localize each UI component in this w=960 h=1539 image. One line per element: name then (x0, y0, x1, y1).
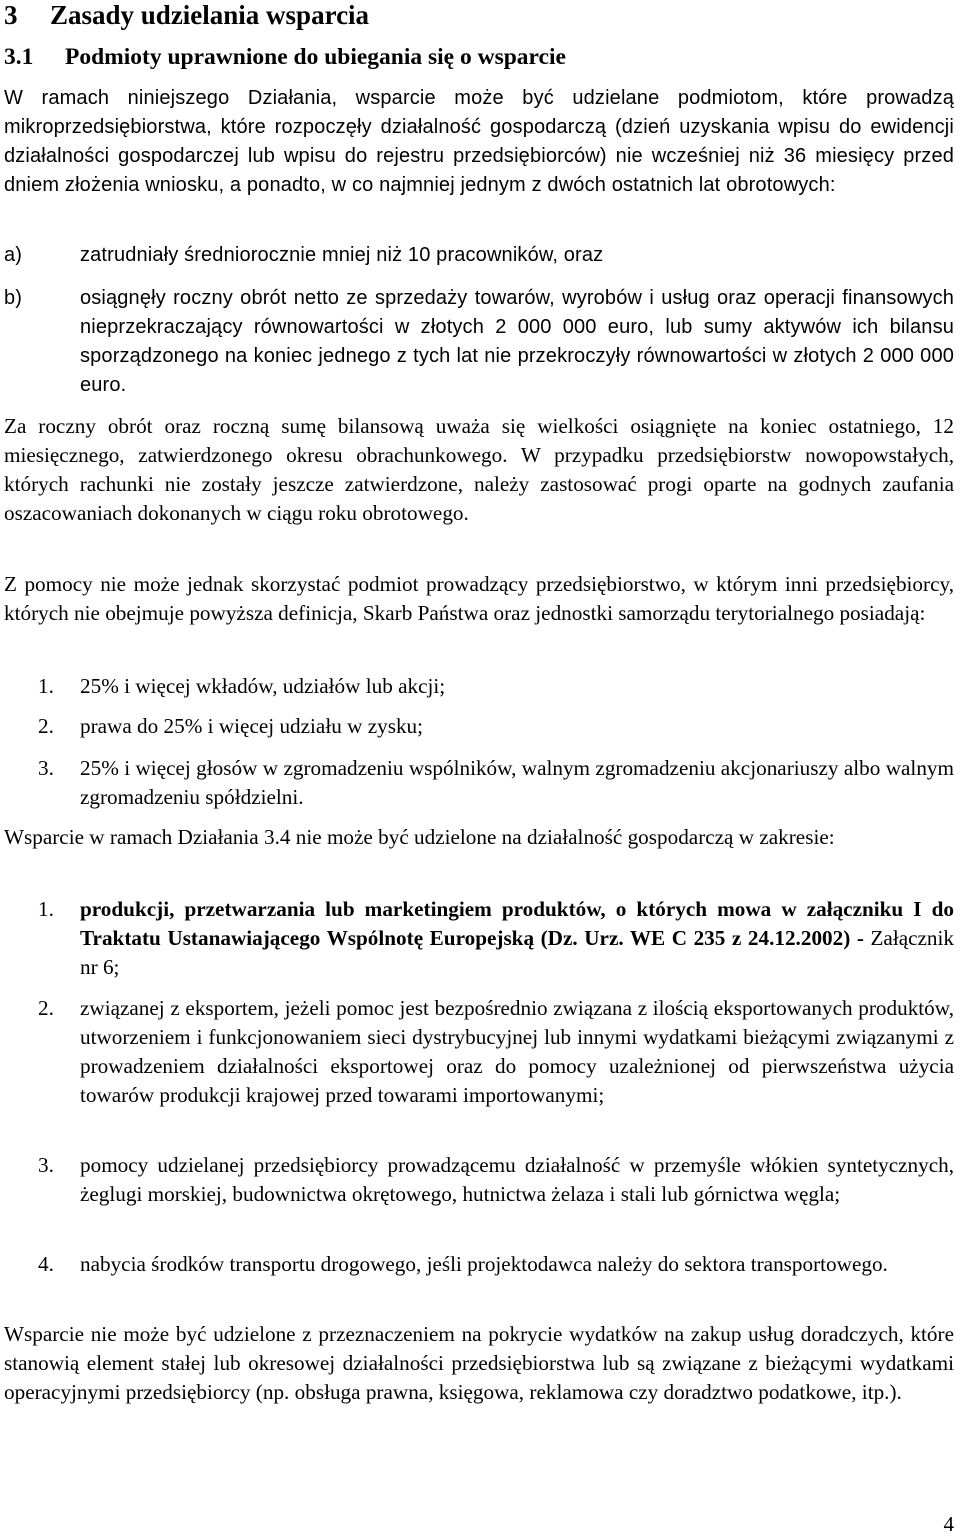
closing-text: Wsparcie nie może być udzielone z przeznaczeniem na pokrycie wydatków na zakup usług doradczych, które stanowią element stałej lub okresowej działalności przedsiębiorstwa lub są związane z bieżącymi wydatkami operacyjnymi przedsiębiorcy (np. obsługa prawna, księgowa, reklamowa czy doradztwo podatkowe, itp.). (4, 1322, 954, 1404)
closing-paragraph (4, 1320, 954, 1407)
scope-item (4, 1151, 954, 1209)
exclusion-item (4, 754, 954, 812)
scope-marker: 3. (38, 1153, 54, 1177)
exclusion-item (4, 712, 954, 741)
scope-item-text: nabycia środków transportu drogowego, jeśli projektodawca należy do sektora transportowego. (80, 1252, 888, 1276)
exclusion-item-text: 25% i więcej wkładów, udziałów lub akcji; (80, 674, 446, 698)
criteria-item (4, 241, 954, 270)
exclusion-marker: 2. (38, 714, 54, 738)
subsection-heading (4, 43, 566, 71)
turnover-paragraph (4, 412, 954, 528)
scope-marker: 4. (38, 1252, 54, 1276)
scope-item-text (80, 895, 954, 982)
scope-marker: 1. (38, 897, 54, 921)
scope-item-text: związanej z eksportem, jeżeli pomoc jest bezpośrednio związana z ilością eksportowanych produktów, utworzeniem i funkcjonowaniem sieci dystrybucyjnej lub innymi wydatkami bieżącymi związanymi z prowadzeniem działalności eksportowej oraz do pomocy uzależnionej od pierwszeństwa użycia towarów produkcji krajowej przed towarami importowanymi; (80, 996, 954, 1107)
criteria-text: zatrudniały średniorocznie mniej niż 10 pracowników, oraz (80, 244, 604, 266)
intro-paragraph (4, 84, 954, 200)
exclusion-marker: 3. (38, 756, 54, 780)
page-number: 4 (943, 1512, 954, 1536)
criteria-text: osiągnęły roczny obrót netto ze sprzedaży towarów, wyrobów i usług oraz operacji finansowych nieprzekraczający równowartości w złotych 2 000 000 euro, lub sumy aktywów ich bilansu sporządzonego na koniec jednego z tych lat nie przekroczyły równowartości w złotych 2 000 000 euro. (80, 287, 954, 396)
scope-item-bold: produkcji, przetwarzania lub marketingiem produktów, o których mowa w załączniku I do Traktatu Ustanawiającego Wspólnotę Europejską (Dz. Urz. WE C 235 z 24.12.2002) - (80, 897, 954, 950)
section-title: Zasady udzielania wsparcia (50, 0, 370, 30)
subsection-title: Podmioty uprawnione do ubiegania się o wsparcie (65, 44, 566, 70)
exclusion-marker: 1. (38, 674, 54, 698)
exclusion-item (4, 672, 954, 701)
scope-item (4, 1250, 954, 1279)
turnover-text: Za roczny obrót oraz roczną sumę bilansową uważa się wielkości osiągnięte na koniec ostatniego, 12 miesięcznego, zatwierdzonego okresu obrachunkowego. W przypadku przedsiębiorstw nowopowstałych, których rachunki nie zostały jeszcze zatwierdzone, należy zastosować progi oparte na godnych zaufania oszacowaniach dokonanych w ciągu roku obrotowego. (4, 414, 954, 525)
section-heading (4, 0, 369, 30)
criteria-marker: a) (4, 244, 23, 266)
intro-text: W ramach niniejszego Działania, wsparcie może być udzielane podmiotom, które prowadzą mikroprzedsiębiorstwa, które rozpoczęły działalność gospodarczą (dzień uzyskania wpisu do ewidencji działalności gospodarczej lub wpisu do rejestru przedsiębiorców) nie wcześniej niż 36 miesięcy przed dniem złożenia wniosku, a ponadto, w co najmniej jednym z dwóch ostatnich lat obrotowych: (4, 87, 954, 196)
scope-text: Wsparcie w ramach Działania 3.4 nie może być udzielone na działalność gospodarczą w zakresie: (4, 825, 835, 849)
scope-item-plain: Załącznik nr 6; (80, 926, 954, 979)
section-number: 3 (4, 0, 18, 30)
scope-item (4, 895, 954, 982)
scope-item (4, 994, 954, 1110)
criteria-marker: b) (4, 287, 23, 309)
scope-item-text: pomocy udzielanej przedsiębiorcy prowadzącemu działalność w przemyśle włókien syntetycznych, żeglugi morskiej, budownictwa okrętowego, hutnictwa żelaza i stali lub górnictwa węgla; (80, 1153, 954, 1206)
exclusion-item-text: prawa do 25% i więcej udziału w zysku; (80, 714, 424, 738)
exclusion-paragraph (4, 570, 954, 628)
scope-paragraph (4, 823, 954, 852)
exclusion-text: Z pomocy nie może jednak skorzystać podmiot prowadzący przedsiębiorstwo, w którym inni przedsiębiorcy, których nie obejmuje powyższa definicja, Skarb Państwa oraz jednostki samorządu terytorialnego posiadają: (4, 572, 954, 625)
exclusion-item-text: 25% i więcej głosów w zgromadzeniu wspólników, walnym zgromadzeniu akcjonariuszy albo walnym zgromadzeniu spółdzielni. (80, 756, 954, 809)
subsection-number: 3.1 (4, 44, 34, 70)
scope-marker: 2. (38, 996, 54, 1020)
criteria-item (4, 284, 954, 400)
